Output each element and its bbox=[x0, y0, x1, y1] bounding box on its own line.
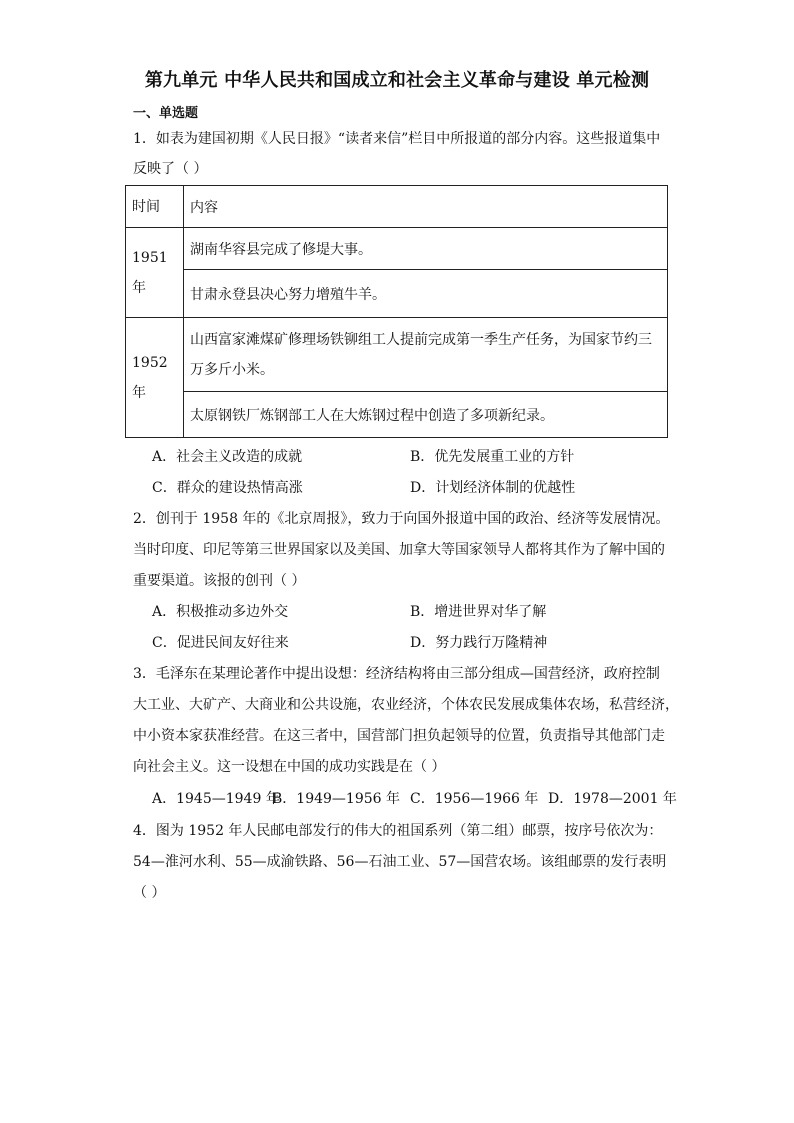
q2-stem-line-2: 当时印度、印尼等第三世界国家以及美国、加拿大等国家领导人都将其作为了解中国的 bbox=[133, 542, 665, 558]
q3-stem-line-2: 大工业、大矿产、大商业和公共设施，农业经济，个体农民发展成集体农场，私营经济， bbox=[133, 697, 679, 713]
q2-option-d[interactable]: D．努力践行万隆精神 bbox=[410, 635, 548, 651]
table-content-cell: 甘肃永登县决心努力增殖牛羊。 bbox=[184, 270, 668, 318]
year-number: 1951 bbox=[132, 249, 168, 266]
year-unit: 年 bbox=[132, 384, 146, 401]
year-number: 1952 bbox=[132, 354, 168, 371]
table-row bbox=[126, 392, 668, 438]
table-year-cell bbox=[126, 228, 184, 318]
table-header-time: 时间 bbox=[126, 186, 184, 228]
q3-option-a[interactable]: A．1945—1949 年 bbox=[152, 791, 280, 807]
q1-option-a[interactable]: A．社会主义改造的成就 bbox=[152, 449, 303, 465]
q3-option-b[interactable]: B．1949—1956 年 bbox=[272, 791, 400, 807]
q2-stem-line-3: 重要渠道。该报的创刊（ ） bbox=[133, 573, 306, 589]
q2-stem-line-1: 2．创刊于 1958 年的《北京周报》，致力于向国外报道中国的政治、经济等发展情况。 bbox=[133, 511, 670, 527]
table-content-cell bbox=[184, 318, 668, 392]
q1-table bbox=[125, 185, 668, 438]
table-header-row bbox=[126, 186, 668, 228]
q3-stem-line-4: 向社会主义。这一设想在中国的成功实践是在（ ） bbox=[133, 759, 446, 775]
q1-option-c[interactable]: C．群众的建设热情高涨 bbox=[152, 480, 303, 496]
q3-option-d[interactable]: D．1978—2001 年 bbox=[548, 791, 677, 807]
table-header-content: 内容 bbox=[184, 186, 668, 228]
table-content-line: 万多斤小米。 bbox=[190, 361, 274, 378]
q1-stem-line-2: 反映了（ ） bbox=[133, 161, 208, 177]
q4-stem-line-3: （ ） bbox=[133, 885, 166, 901]
q4-stem-line-2: 54—淮河水利、55—成渝铁路、56—石油工业、57—国营农场。该组邮票的发行表明 bbox=[133, 854, 667, 870]
table-row bbox=[126, 318, 668, 392]
q4-stem-line-1: 4．图为 1952 年人民邮电部发行的伟大的祖国系列（第二组）邮票，按序号依次为： bbox=[133, 823, 663, 839]
table-year-cell bbox=[126, 318, 184, 438]
table-row bbox=[126, 270, 668, 318]
q3-option-c[interactable]: C．1956—1966 年 bbox=[410, 791, 539, 807]
q2-option-b[interactable]: B．增进世界对华了解 bbox=[410, 604, 547, 620]
q2-option-a[interactable]: A．积极推动多边外交 bbox=[152, 604, 289, 620]
page-title: 第九单元 中华人民共和国成立和社会主义革命与建设 单元检测 bbox=[144, 70, 650, 91]
q2-option-c[interactable]: C．促进民间友好往来 bbox=[152, 635, 289, 651]
year-unit: 年 bbox=[132, 279, 146, 296]
section-heading: 一、单选题 bbox=[133, 106, 199, 121]
table-content-cell: 湖南华容县完成了修堤大事。 bbox=[184, 228, 668, 270]
table-content-line: 山西富家滩煤矿修理场铁铆组工人提前完成第一季生产任务，为国家节约三 bbox=[190, 331, 652, 348]
q3-stem-line-3: 中小资本家获准经营。在这三者中，国营部门担负起领导的位置，负责指导其他部门走 bbox=[133, 728, 665, 744]
table-row bbox=[126, 228, 668, 270]
q3-stem-line-1: 3．毛泽东在某理论著作中提出设想：经济结构将由三部分组成—国营经济，政府控制 bbox=[133, 666, 660, 682]
table-content-cell: 太原钢铁厂炼钢部工人在大炼钢过程中创造了多项新纪录。 bbox=[184, 392, 668, 438]
q1-option-b[interactable]: B．优先发展重工业的方针 bbox=[410, 449, 575, 465]
q1-stem-line-1: 1．如表为建国初期《人民日报》“读者来信”栏目中所报道的部分内容。这些报道集中 bbox=[133, 131, 661, 147]
q1-option-d[interactable]: D．计划经济体制的优越性 bbox=[410, 480, 576, 496]
